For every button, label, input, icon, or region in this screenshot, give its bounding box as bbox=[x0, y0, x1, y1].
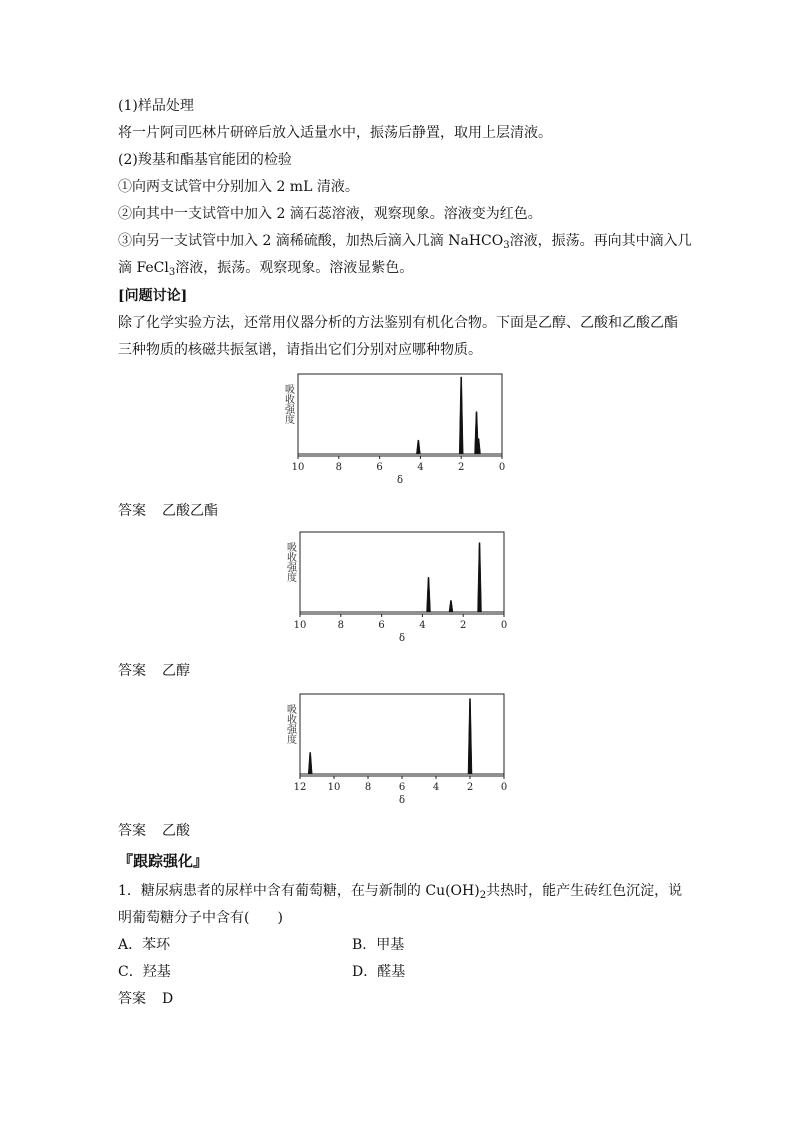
answer-1 bbox=[118, 501, 218, 521]
follow-heading-text: 跟踪强化 bbox=[133, 852, 194, 870]
x-tick-label: 6 bbox=[378, 620, 385, 631]
y-axis-label: 吸收强度 bbox=[284, 704, 296, 744]
test-step-3-line-1 bbox=[118, 231, 692, 251]
x-tick-label: 4 bbox=[417, 462, 424, 473]
x-tick-label: 10 bbox=[293, 620, 307, 631]
q1-sub: 2 bbox=[479, 890, 487, 901]
plot-frame bbox=[300, 532, 504, 614]
x-tick-label: 2 bbox=[460, 620, 467, 631]
x-tick-label: 6 bbox=[376, 462, 383, 473]
nmr-peak bbox=[416, 440, 420, 454]
x-tick-label: 2 bbox=[458, 462, 465, 473]
x-tick-label: 6 bbox=[398, 782, 406, 793]
answer-value: 乙醇 bbox=[162, 663, 190, 679]
plot-frame bbox=[298, 374, 502, 456]
nmr-peak bbox=[478, 543, 482, 612]
x-tick-label: 2 bbox=[466, 782, 474, 793]
x-tick-label: 8 bbox=[364, 782, 372, 793]
question-1-answer bbox=[118, 989, 173, 1009]
y-axis-label: 吸收强度 bbox=[284, 542, 296, 582]
test-heading: (2)羧基和酯基官能团的检验 bbox=[118, 152, 292, 168]
x-tick-label: 4 bbox=[419, 620, 426, 631]
test-step-3-line-2 bbox=[118, 258, 413, 278]
discussion-heading: [问题讨论] bbox=[118, 288, 188, 304]
sample-text: 将一片阿司匹林片研碎后放入适量水中，振荡后静置，取用上层清液。 bbox=[118, 125, 552, 141]
answer-label: 答案 bbox=[118, 503, 146, 519]
step3a-pre: ③向另一支试管中加入 2 滴稀硫酸，加热后滴入几滴 NaHCO bbox=[118, 233, 504, 249]
x-tick-label: 0 bbox=[500, 782, 508, 793]
answer-value: D bbox=[162, 991, 174, 1007]
step3b-post: 溶液，振荡。观察现象。溶液显紫色。 bbox=[175, 260, 414, 276]
answer-label: 答案 bbox=[118, 823, 146, 839]
step3b-pre: 滴 FeCl bbox=[118, 260, 169, 276]
q1-pre: 1．糖尿病患者的尿样中含有葡萄糖，在与新制的 Cu(OH) bbox=[118, 883, 480, 899]
nmr-peak bbox=[468, 699, 472, 774]
plot-frame bbox=[300, 694, 504, 776]
option-c: C．羟基 bbox=[118, 964, 171, 980]
answer-2 bbox=[118, 661, 190, 681]
nmr-chart-2 bbox=[282, 528, 522, 660]
answer-label: 答案 bbox=[118, 663, 146, 679]
x-tick-label: 4 bbox=[432, 782, 440, 793]
x-axis-label: δ bbox=[398, 633, 406, 644]
nmr-chart-3 bbox=[282, 690, 522, 822]
question-1-line-1 bbox=[118, 881, 682, 901]
follow-heading bbox=[118, 851, 208, 871]
nmr-peak bbox=[449, 600, 453, 612]
x-axis-label: δ bbox=[396, 475, 404, 486]
discussion-line-1: 除了化学实验方法，还常用仪器分析的方法鉴别有机化合物。下面是乙醇、乙酸和乙酸乙酯 bbox=[118, 315, 678, 331]
step3b-sub: 3 bbox=[168, 267, 176, 278]
question-1-line-2: 明葡萄糖分子中含有( ) bbox=[118, 910, 283, 926]
x-axis-label: δ bbox=[398, 795, 406, 806]
x-tick-label: 10 bbox=[327, 782, 341, 793]
answer-3 bbox=[118, 821, 190, 841]
x-tick-label: 8 bbox=[335, 462, 342, 473]
nmr-peak bbox=[459, 377, 463, 454]
bracket-left-icon: 『 bbox=[118, 852, 134, 870]
nmr-peak bbox=[427, 577, 431, 612]
x-tick-label: 0 bbox=[500, 620, 508, 631]
y-axis-label: 吸收强度 bbox=[282, 384, 294, 424]
test-step-2: ②向其中一支试管中加入 2 滴石蕊溶液，观察现象。溶液变为红色。 bbox=[118, 206, 542, 222]
answer-value: 乙酸乙酯 bbox=[162, 503, 218, 519]
x-tick-label: 12 bbox=[293, 782, 307, 793]
sample-heading: (1)样品处理 bbox=[118, 98, 194, 114]
answer-value: 乙酸 bbox=[162, 823, 190, 839]
x-tick-label: 10 bbox=[291, 462, 305, 473]
answer-label: 答案 bbox=[118, 991, 146, 1007]
test-step-1: ①向两支试管中分别加入 2 mL 清液。 bbox=[118, 179, 359, 195]
bracket-right-icon: 』 bbox=[193, 852, 209, 870]
q1-post: 共热时，能产生砖红色沉淀，说 bbox=[486, 883, 683, 899]
nmr-chart-1 bbox=[280, 370, 520, 502]
nmr-peak bbox=[308, 752, 312, 774]
x-tick-label: 8 bbox=[337, 620, 344, 631]
discussion-line-2: 三种物质的核磁共振氢谱，请指出它们分别对应哪种物质。 bbox=[118, 342, 482, 358]
x-tick-label: 0 bbox=[498, 462, 506, 473]
option-b: B．甲基 bbox=[352, 937, 405, 953]
option-d: D．醛基 bbox=[352, 964, 406, 980]
step3a-sub: 3 bbox=[503, 240, 510, 251]
option-a: A．苯环 bbox=[118, 937, 171, 953]
step3a-post: 溶液，振荡。再向其中滴入几 bbox=[509, 233, 692, 249]
